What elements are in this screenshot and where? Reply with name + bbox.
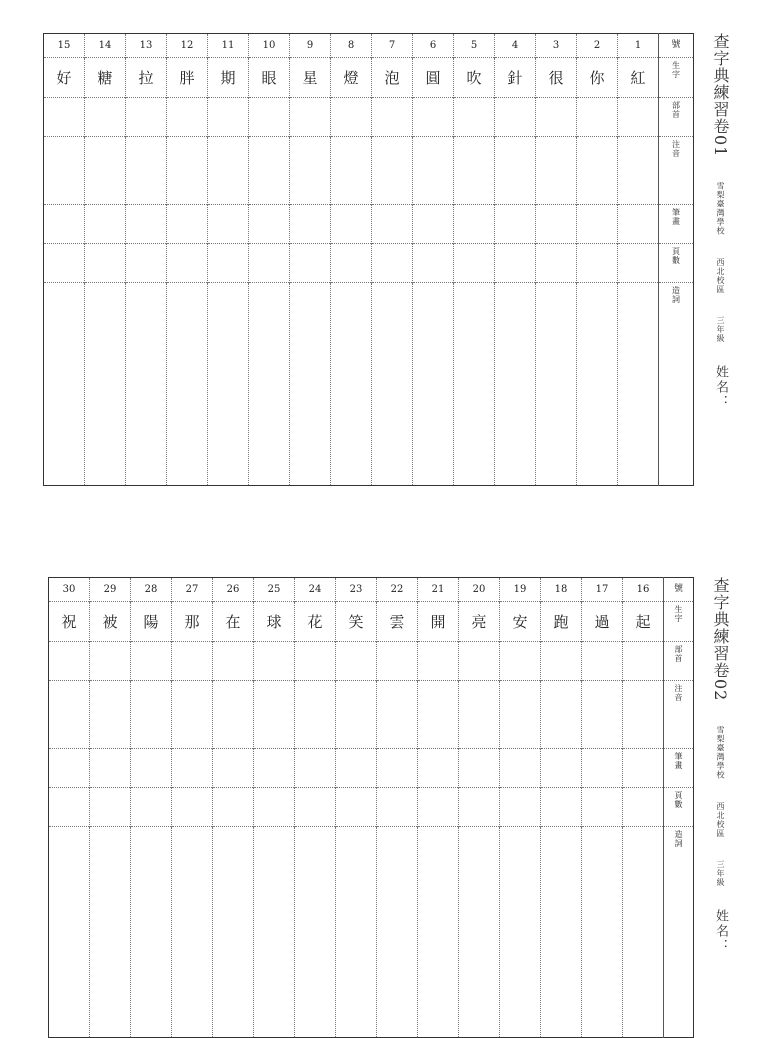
answer-cell [541,827,582,1038]
answer-cell [126,98,167,137]
item-number: 21 [418,578,459,602]
answer-cell [249,244,290,283]
row-label: 生 字 [659,58,694,98]
vocab-character: 針 [495,58,536,98]
answer-cell [249,283,290,486]
answer-cell [454,283,495,486]
row-label: 生 字 [664,602,694,642]
answer-cell [131,642,172,681]
worksheet-title: 查字典練習卷02 [711,577,730,702]
answer-cell [618,244,659,283]
answer-cell [331,98,372,137]
vocab-character: 你 [577,58,618,98]
answer-cell [418,788,459,827]
answer-cell [413,283,454,486]
answer-cell [295,788,336,827]
answer-cell [536,98,577,137]
answer-cell [290,205,331,244]
answer-cell [131,749,172,788]
vocab-character: 亮 [459,602,500,642]
vocab-character: 眼 [249,58,290,98]
answer-cell [131,827,172,1038]
vocab-character: 燈 [331,58,372,98]
item-number: 1 [618,34,659,58]
row-label: 造 詞 [664,827,694,1038]
answer-cell [377,827,418,1038]
answer-cell [418,642,459,681]
answer-cell [49,642,90,681]
answer-cell [459,681,500,749]
answer-cell [536,283,577,486]
answer-cell [377,788,418,827]
item-number: 15 [57,40,71,51]
item-number: 8 [331,34,372,58]
vocab-character: 那 [172,602,213,642]
answer-cell [126,283,167,486]
answer-cell [44,283,85,486]
item-number: 13 [126,34,167,58]
item-number: 30 [62,584,76,595]
answer-cell [85,137,126,205]
answer-cell [618,283,659,486]
answer-cell [618,98,659,137]
answer-cell [336,827,377,1038]
answer-cell [331,283,372,486]
answer-cell [290,244,331,283]
answer-cell [413,205,454,244]
worksheet-title: 查字典練習卷01 [711,33,730,158]
answer-cell [454,98,495,137]
answer-cell [49,749,90,788]
answer-cell [208,98,249,137]
vocab-character: 笑 [336,602,377,642]
item-number: 18 [541,578,582,602]
answer-cell [377,749,418,788]
answer-cell [618,137,659,205]
answer-cell [85,98,126,137]
vocab-character: 跑 [541,602,582,642]
answer-cell [208,205,249,244]
answer-cell [85,205,126,244]
answer-cell [536,205,577,244]
answer-cell [577,137,618,205]
answer-cell [208,137,249,205]
answer-cell [500,827,541,1038]
answer-cell [541,749,582,788]
item-number: 11 [208,34,249,58]
answer-cell [618,205,659,244]
radical-row [49,642,694,681]
answer-cell [541,681,582,749]
answer-cell [44,244,85,283]
item-number: 10 [249,34,290,58]
vocab-character: 球 [254,602,295,642]
vocab-character: 拉 [126,58,167,98]
answer-cell [336,749,377,788]
answer-cell [623,788,664,827]
number-row [44,34,694,58]
answer-cell [336,642,377,681]
grade-label: 三年級 [716,859,725,887]
answer-cell [213,642,254,681]
answer-cell [577,98,618,137]
vocab-character: 胖 [167,58,208,98]
answer-cell [249,205,290,244]
answer-cell [254,642,295,681]
school-name: 雪梨臺灣學校 [716,181,725,236]
answer-cell [623,749,664,788]
radical-row [44,98,694,137]
answer-cell [623,642,664,681]
answer-cell [582,642,623,681]
campus-name: 西北校區 [716,257,725,294]
vocab-character: 糖 [85,58,126,98]
item-number: 24 [295,578,336,602]
answer-cell [172,749,213,788]
vocab-character: 安 [500,602,541,642]
row-label: 號 [664,578,694,602]
grade-label: 三年級 [716,315,725,343]
answer-cell [295,827,336,1038]
answer-cell [495,98,536,137]
answer-cell [44,205,85,244]
vocab-character: 好 [44,58,85,98]
answer-cell [459,642,500,681]
zhuyin-row [44,137,694,205]
answer-cell [577,244,618,283]
answer-cell [172,681,213,749]
answer-cell [459,749,500,788]
answer-cell [582,788,623,827]
answer-cell [295,681,336,749]
answer-cell [495,244,536,283]
answer-cell [85,283,126,486]
answer-cell [582,681,623,749]
answer-cell [413,137,454,205]
number-row [49,578,694,602]
answer-cell [500,681,541,749]
answer-cell [172,788,213,827]
answer-cell [213,681,254,749]
answer-cell [418,749,459,788]
vocab-character: 起 [623,602,664,642]
answer-cell [577,205,618,244]
answer-cell [336,788,377,827]
row-label: 造 詞 [659,283,694,486]
answer-cell [44,98,85,137]
row-label: 注 音 [664,681,694,749]
worksheet-grid-01 [43,33,694,486]
answer-cell [413,244,454,283]
answer-cell [413,98,454,137]
answer-cell [167,137,208,205]
stroke-count-row [44,205,694,244]
worksheet-01 [43,33,694,486]
item-number: 2 [577,34,618,58]
answer-cell [208,244,249,283]
vocab-character: 星 [290,58,331,98]
answer-cell [623,681,664,749]
answer-cell [49,681,90,749]
row-label: 部 首 [659,98,694,137]
answer-cell [90,642,131,681]
answer-cell [213,788,254,827]
answer-cell [131,788,172,827]
zhuyin-row [49,681,694,749]
worksheet-02 [48,577,694,1038]
answer-cell [372,283,413,486]
row-label: 頁 數 [659,244,694,283]
answer-cell [85,244,126,283]
worksheet-grid-02 [48,577,694,1038]
answer-cell [377,681,418,749]
item-number: 19 [500,578,541,602]
campus-name: 西北校區 [716,801,725,838]
answer-cell [495,205,536,244]
vocab-character: 雲 [377,602,418,642]
item-number: 20 [459,578,500,602]
item-number: 16 [623,578,664,602]
item-number: 14 [85,34,126,58]
answer-cell [254,788,295,827]
answer-cell [254,681,295,749]
answer-cell [454,205,495,244]
answer-cell [336,681,377,749]
answer-cell [295,642,336,681]
answer-cell [541,788,582,827]
item-number: 3 [536,34,577,58]
row-label: 筆 畫 [664,749,694,788]
word-making-row [49,827,694,1038]
item-number: 29 [90,578,131,602]
answer-cell [418,681,459,749]
answer-cell [167,98,208,137]
item-number: 28 [131,578,172,602]
vocab-character: 被 [90,602,131,642]
item-number: 23 [336,578,377,602]
item-number: 9 [290,34,331,58]
answer-cell [459,788,500,827]
vocab-character: 期 [208,58,249,98]
character-row [44,58,694,98]
answer-cell [126,244,167,283]
answer-cell [90,681,131,749]
vocab-character: 祝 [49,602,90,642]
vocab-character: 很 [536,58,577,98]
item-number: 17 [582,578,623,602]
page-number-row [44,244,694,283]
answer-cell [454,137,495,205]
vocab-character: 泡 [372,58,413,98]
answer-cell [167,283,208,486]
vocab-character: 陽 [131,602,172,642]
vocab-character: 紅 [618,58,659,98]
answer-cell [172,827,213,1038]
answer-cell [126,137,167,205]
vocab-character: 開 [418,602,459,642]
answer-cell [582,749,623,788]
answer-cell [500,642,541,681]
answer-cell [331,205,372,244]
stroke-count-row [49,749,694,788]
row-label: 注 音 [659,137,694,205]
answer-cell [495,137,536,205]
page-number-row [49,788,694,827]
answer-cell [90,827,131,1038]
answer-cell [377,642,418,681]
answer-cell [131,681,172,749]
answer-cell [295,749,336,788]
row-label: 頁 數 [664,788,694,827]
answer-cell [495,283,536,486]
answer-cell [582,827,623,1038]
vocab-character: 吹 [454,58,495,98]
answer-cell [167,244,208,283]
answer-cell [372,137,413,205]
answer-cell [536,244,577,283]
row-label: 筆 畫 [659,205,694,244]
name-label: 姓名： [713,909,728,955]
answer-cell [290,137,331,205]
item-number: 25 [254,578,295,602]
answer-cell [90,749,131,788]
answer-cell [418,827,459,1038]
answer-cell [623,827,664,1038]
answer-cell [90,788,131,827]
vocab-character: 圓 [413,58,454,98]
word-making-row [44,283,694,486]
answer-cell [500,788,541,827]
answer-cell [254,749,295,788]
answer-cell [126,205,167,244]
vocab-character: 過 [582,602,623,642]
answer-cell [290,283,331,486]
answer-cell [459,827,500,1038]
answer-cell [290,98,331,137]
answer-cell [536,137,577,205]
item-number: 5 [454,34,495,58]
character-row [49,602,694,642]
row-label: 號 [659,34,694,58]
item-number: 22 [377,578,418,602]
answer-cell [249,137,290,205]
answer-cell [49,788,90,827]
answer-cell [249,98,290,137]
item-number: 12 [167,34,208,58]
answer-cell [208,283,249,486]
answer-cell [167,205,208,244]
answer-cell [49,827,90,1038]
answer-cell [213,827,254,1038]
answer-cell [331,137,372,205]
row-label: 部 首 [664,642,694,681]
title-block-02 [709,577,732,954]
school-name: 雪梨臺灣學校 [716,725,725,780]
answer-cell [500,749,541,788]
answer-cell [172,642,213,681]
item-number: 27 [172,578,213,602]
answer-cell [254,827,295,1038]
answer-cell [454,244,495,283]
vocab-character: 花 [295,602,336,642]
title-block-01 [709,33,732,410]
item-number: 26 [213,578,254,602]
answer-cell [331,244,372,283]
name-label: 姓名： [713,365,728,411]
vocab-character: 在 [213,602,254,642]
item-number: 6 [413,34,454,58]
item-number: 7 [372,34,413,58]
item-number: 4 [495,34,536,58]
answer-cell [372,98,413,137]
answer-cell [372,244,413,283]
answer-cell [213,749,254,788]
answer-cell [44,137,85,205]
answer-cell [541,642,582,681]
answer-cell [372,205,413,244]
answer-cell [577,283,618,486]
